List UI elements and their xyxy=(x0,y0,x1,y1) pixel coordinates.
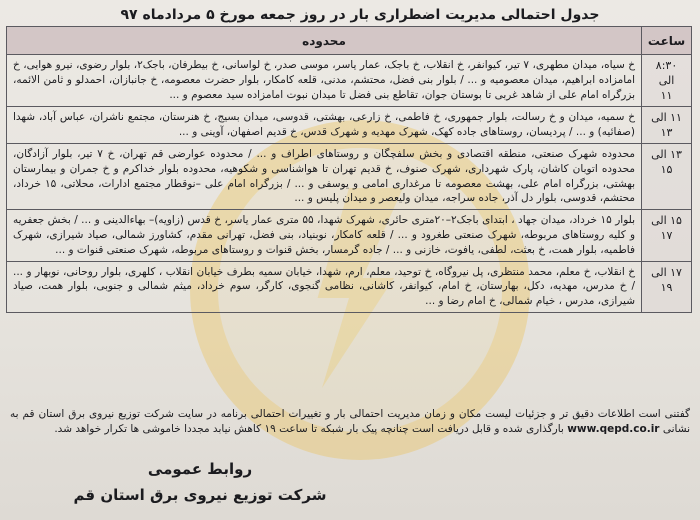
table-row xyxy=(7,107,692,144)
row-hour: ۸:۳۰ الی ۱۱ xyxy=(642,55,692,107)
column-header-area: محدوده xyxy=(7,27,642,55)
page-title: جدول احتمالی مدیریت اضطراری بار در روز جمعه مورخ ۵ مردادماه ۹۷ xyxy=(120,7,600,23)
column-header-hour: ساعت xyxy=(642,27,692,55)
signature-department: روابط عمومی xyxy=(147,460,253,478)
signature-company: شرکت توزیع نیروی برق استان قم xyxy=(73,486,327,504)
row-hour: ۱۵ الی ۱۷ xyxy=(642,210,692,261)
row-hour: ۱۱ الی ۱۳ xyxy=(642,107,692,144)
website-link[interactable]: www.qepd.co.ir xyxy=(567,423,660,435)
footer-note xyxy=(10,407,690,447)
footer-note-text: گفتنی است اطلاعات دقیق تر و جزئیات لیست مکان و زمان مدیریت احتمالی بار و تغییرات احتمالی برنامه در سایت شرکت توزیع نیروی برق استان قم به نشانی xyxy=(10,408,690,435)
table-header-row xyxy=(7,27,692,55)
table-row xyxy=(7,210,692,261)
row-area: خ انقلاب، خ معلم، محمد منتظری، پل نیروگاه، خ توحید، معلم، ارم، شهدا، خیابان سمیه بطرف خیابان انقلاب ، کلهری، بلوار روحانی، نوبهار و ... / خ مدرس، مهدیه، دکل، بهارستان، خ امام، کیوانفر، کاشانی، نظامی گنجوی، کارگر، سوم خرداد، میثم شمالی و جنوبی، بلوار همت، صیاد شیرازی، مدرس ، خیام شمالی، خ امام رضا و ... xyxy=(7,261,642,312)
row-area: خ سیاه، میدان مطهری، ۷ تیر، کیوانفر، خ انقلاب، خ باجک، عمار یاسر، موسی صدر، خ لواسانی، خ بیطرفان، باجک۲، بلوار رضوی، نیرو هوایی، خ امامزاده ابراهیم، میدان معصومیه و ... / بلوار بنی فضل، محتشم، مدنی، قلعه کامکار، بلوار حضرت معصومه، خ جانبازان، احمدلو و ثامن الائمه، بزرگراه امام علی از شاهد غربی تا بوستان جوان، تقاطع بنی فضل تا میدان نبوت امامزاده سید معصوم و ... xyxy=(7,55,642,107)
row-area: بلوار ۱۵ خرداد، میدان جهاد ، ابتدای باجک۲–۲۰متری حائری، شهرک شهدا، ۵۵ متری عمار یاسر، خ قدس (زاویه)– بهاءالدینی و ... / بخش جعفریه و کلیه روستاهای مربوطه، شهرک صنعتی طغرود و ... / قلعه کامکار، نوبنیاد، بنی فضل، تهرانی مقدم، کشاورز شمالی، صیاد شیرازی، شهرک فاطمیه، بلوار همت، خ بعثت، لطفی، یافوت، خازنی و ... / جاده گرمسار، بخش قنوات و روستاهای مربوطه، شهرک صنعتی قنوات و ... xyxy=(7,210,642,261)
row-hour: ۱۷ الی ۱۹ xyxy=(642,261,692,312)
footer-note-text-end: بارگذاری شده و قابل دریافت است چنانچه پیک بار شبکه تا ساعت ۱۹ کاهش نیابد مجددا خاموشی ها تکرار خواهد شد. xyxy=(54,423,564,435)
table-row xyxy=(7,144,692,210)
row-area: خ سمیه، میدان و خ رسالت، بلوار جمهوری، خ فاطمی، خ زارعی، بهشتی، قدوسی، میدان بسیج، خ هنرستان، مجتمع ناشران، عباس آباد، شهدا (صفائیه) و ... / پردیسان، روستاهای جاده کهک، شهرک مهدیه و شهرک قدس، خ قدیم اصفهان، آوینی و ... xyxy=(7,107,642,144)
row-hour: ۱۳ الی ۱۵ xyxy=(642,144,692,210)
table-row xyxy=(7,55,692,107)
table-row xyxy=(7,261,692,312)
outage-schedule-table xyxy=(6,26,692,313)
row-area: محدوده شهرک صنعتی، منطقه اقتصادی و بخش سلفچگان و روستاهای اطراف و ... / محدوده عوارضی قم تهران، خ ۷ تیر، بلوار آزادگان، محدوده اتوبان کاشان، پارک شهرداری، شهرک صنوف، خ قدیم تهران تا هواشناسی و شکوهیه، محدوده بلوار خداکرم و خ جمران و بیمارستان بهشتی، بزرگراه امام علی، بهشت معصومه تا مرغداری امامی و یوسفی و ... / بزرگراه امام علی –نوقطار مجتمع ادارات، محلاتی، ۱۵ خرداد، محتشم، قدوسی، بلوار دل آذر، جاده سراجه، میدان ولیعصر و میدان پلیس و ... xyxy=(7,144,642,210)
